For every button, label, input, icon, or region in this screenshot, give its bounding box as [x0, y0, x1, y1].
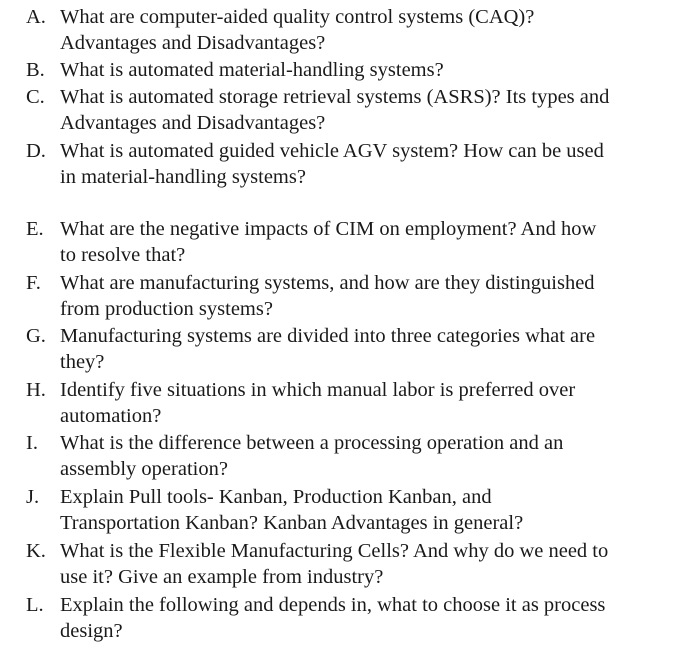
question-line: What is the Flexible Manufacturing Cells? And why do we need to [60, 540, 609, 562]
question-line: automation? [60, 405, 162, 427]
question-letter: C. [26, 86, 45, 108]
question-letter: K. [26, 540, 46, 562]
question-text [60, 57, 444, 83]
question-letter: J. [26, 486, 40, 508]
question-text [60, 538, 608, 590]
question-line: What is automated storage retrieval systems (ASRS)? Its types and [60, 86, 610, 108]
question-letter: I. [26, 432, 38, 454]
question-letter: B. [26, 59, 45, 81]
question-text [60, 270, 595, 322]
question-letter: E. [26, 218, 44, 240]
question-line: to resolve that? [60, 244, 186, 266]
question-letter: A. [26, 6, 46, 28]
question-text [60, 484, 523, 536]
question-line: design? [60, 620, 123, 642]
question-line: Explain Pull tools- Kanban, Production Kanban, and [60, 486, 492, 508]
question-text [60, 138, 604, 190]
question-line: What is automated guided vehicle AGV system? How can be used [60, 140, 604, 162]
question-line: Explain the following and depends in, what to choose it as process [60, 594, 606, 616]
question-line: What are computer-aided quality control systems (CAQ)? [60, 6, 535, 28]
question-line: use it? Give an example from industry? [60, 566, 384, 588]
question-text [60, 592, 605, 644]
question-line: assembly operation? [60, 458, 228, 480]
question-line: What are the negative impacts of CIM on employment? And how [60, 218, 597, 240]
question-letter: H. [26, 379, 46, 401]
question-line: from production systems? [60, 298, 273, 320]
question-letter: D. [26, 140, 46, 162]
question-line: Identify five situations in which manual labor is preferred over [60, 379, 576, 401]
question-line: in material-handling systems? [60, 166, 306, 188]
question-text [60, 430, 563, 482]
question-text [60, 323, 595, 375]
question-line: What are manufacturing systems, and how are they distinguished [60, 272, 595, 294]
question-line: What is the difference between a processing operation and an [60, 432, 564, 454]
question-text [60, 216, 596, 268]
question-line: they? [60, 351, 105, 373]
question-letter: L. [26, 594, 44, 616]
question-line: What is automated material-handling systems? [60, 59, 444, 81]
question-line: Transportation Kanban? Kanban Advantages in general? [60, 512, 524, 534]
question-text [60, 377, 575, 429]
question-text [60, 84, 609, 136]
question-line: Advantages and Disadvantages? [60, 32, 326, 54]
question-line: Manufacturing systems are divided into three categories what are [60, 325, 596, 347]
question-letter: G. [26, 325, 46, 347]
question-line: Advantages and Disadvantages? [60, 112, 326, 134]
question-letter: F. [26, 272, 41, 294]
question-text [60, 4, 534, 56]
